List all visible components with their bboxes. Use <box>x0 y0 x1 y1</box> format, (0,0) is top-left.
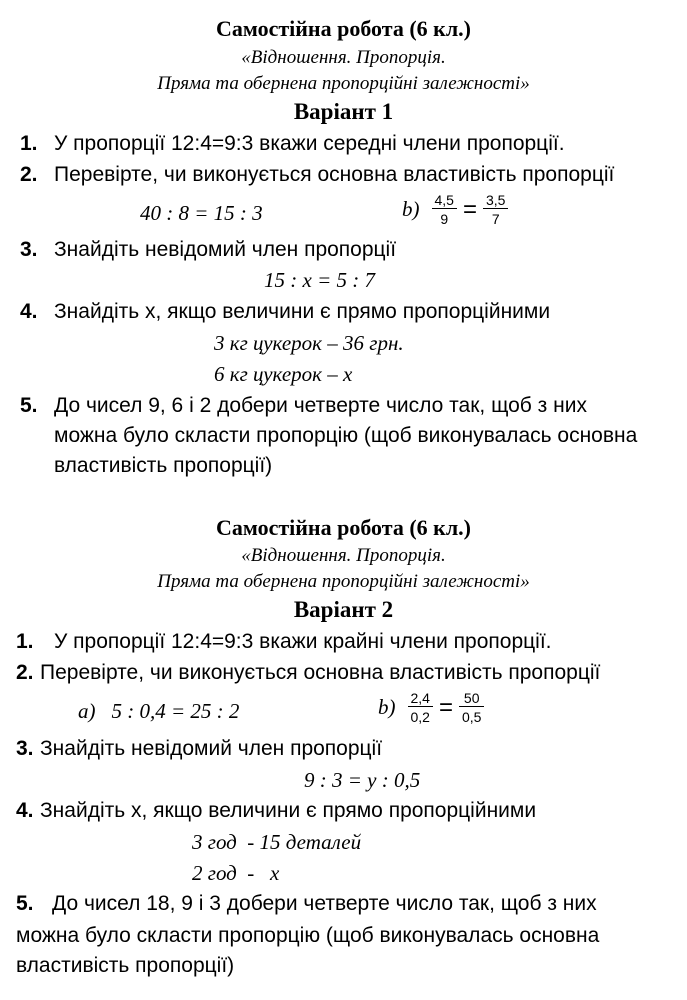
v1-task-1 <box>20 132 565 156</box>
equals-sign: = <box>438 693 453 721</box>
v2-task-4 <box>16 799 536 823</box>
task-number: 1. <box>16 630 34 653</box>
task-text: Перевірте, чи виконується основна властивість пропорції <box>54 163 615 186</box>
v1-task-2-part-a: 40 : 8 = 15 : 3 <box>140 201 263 225</box>
v2-task-4-line1: 3 год - 15 деталей <box>192 830 362 854</box>
v1-task-5 <box>20 394 587 418</box>
v2-task-2-part-a <box>78 699 239 724</box>
task-number: 3. <box>20 238 38 261</box>
part-label: b) <box>378 695 396 719</box>
task-number: 5. <box>20 394 38 417</box>
numerator: 2,4 <box>410 690 430 706</box>
v1-task-3-equation: 15 : x = 5 : 7 <box>264 268 375 292</box>
v2-variant-heading: Варіант 2 <box>293 597 394 622</box>
v1-task-5-line2: можна було скласти пропорцію (щоб виконувалась основна <box>54 424 638 447</box>
fraction-right <box>483 192 508 227</box>
task-text: У пропорції 12:4=9:3 вкажи середні члени пропорції. <box>54 132 565 155</box>
numerator: 4,5 <box>434 192 454 208</box>
v2-task-4-line2: 2 год - x <box>192 861 280 885</box>
v2-task-5-line2: можна було скласти пропорцію (щоб виконувалась основна <box>16 924 600 947</box>
v2-task-3-equation: 9 : 3 = y : 0,5 <box>304 768 421 792</box>
v1-task-4 <box>20 300 550 324</box>
task-text: До чисел 18, 9 і 3 добери четверте число так, щоб з них <box>52 892 597 915</box>
task-text: Знайдіть невідомий член пропорції <box>54 238 397 261</box>
v2-task-5 <box>16 892 597 916</box>
task-number: 2. <box>20 163 38 186</box>
task-number: 5. <box>16 892 34 915</box>
equals-sign: = <box>462 195 477 223</box>
denominator: 9 <box>432 208 457 227</box>
v2-task-5-line3: властивість пропорції) <box>16 954 235 977</box>
part-label: a) <box>78 699 96 723</box>
denominator: 7 <box>483 208 508 227</box>
denominator: 0,2 <box>408 706 433 725</box>
v1-title: Самостійна робота (6 кл.) <box>215 16 472 41</box>
v1-task-5-line3: властивість пропорції) <box>54 454 273 477</box>
fraction-left <box>432 192 457 227</box>
v1-task-2 <box>20 163 614 187</box>
task-text: Знайдіть x, якщо величини є прямо пропорційними <box>54 300 551 323</box>
fraction-left <box>408 690 433 725</box>
v1-task-4-line1: 3 кг цукерок – 36 грн. <box>214 331 404 355</box>
task-number: 1. <box>20 132 38 155</box>
v1-variant-heading: Варіант 1 <box>293 99 394 124</box>
v2-task-2 <box>16 661 600 685</box>
part-a-equation: 5 : 0,4 = 25 : 2 <box>111 699 240 723</box>
part-label: b) <box>402 197 420 221</box>
v1-task-3 <box>20 238 396 262</box>
v2-subtitle-line1: «Відношення. Пропорція. <box>241 545 446 566</box>
v1-subtitle-line1: «Відношення. Пропорція. <box>241 47 446 68</box>
v2-task-3 <box>16 737 382 761</box>
task-text: До чисел 9, 6 і 2 добери четверте число так, щоб з них <box>54 394 587 417</box>
numerator: 3,5 <box>485 192 506 208</box>
denominator: 0,5 <box>459 706 484 725</box>
v2-subtitle-line2: Пряма та обернена пропорційні залежності» <box>157 571 530 592</box>
v1-task-4-line2: 6 кг цукерок – x <box>214 362 353 386</box>
task-text: Знайдіть x, якщо величини є прямо пропорційними <box>40 799 537 822</box>
task-text: Знайдіть невідомий член пропорції <box>40 737 383 760</box>
task-text: У пропорції 12:4=9:3 вкажи крайні члени пропорції. <box>54 630 552 653</box>
task-number: 4. <box>20 300 38 323</box>
v2-task-2-part-b <box>378 690 484 725</box>
v1-task-2-part-b <box>402 192 508 227</box>
v2-title: Самостійна робота (6 кл.) <box>215 515 472 540</box>
task-number: 3. <box>16 737 34 760</box>
task-number: 2. <box>16 661 34 684</box>
v1-subtitle-line2: Пряма та обернена пропорційні залежності» <box>157 73 530 94</box>
task-text: Перевірте, чи виконується основна властивість пропорції <box>40 661 601 684</box>
task-number: 4. <box>16 799 34 822</box>
v2-task-1 <box>16 630 552 654</box>
numerator: 50 <box>463 690 480 706</box>
fraction-right <box>459 690 484 725</box>
